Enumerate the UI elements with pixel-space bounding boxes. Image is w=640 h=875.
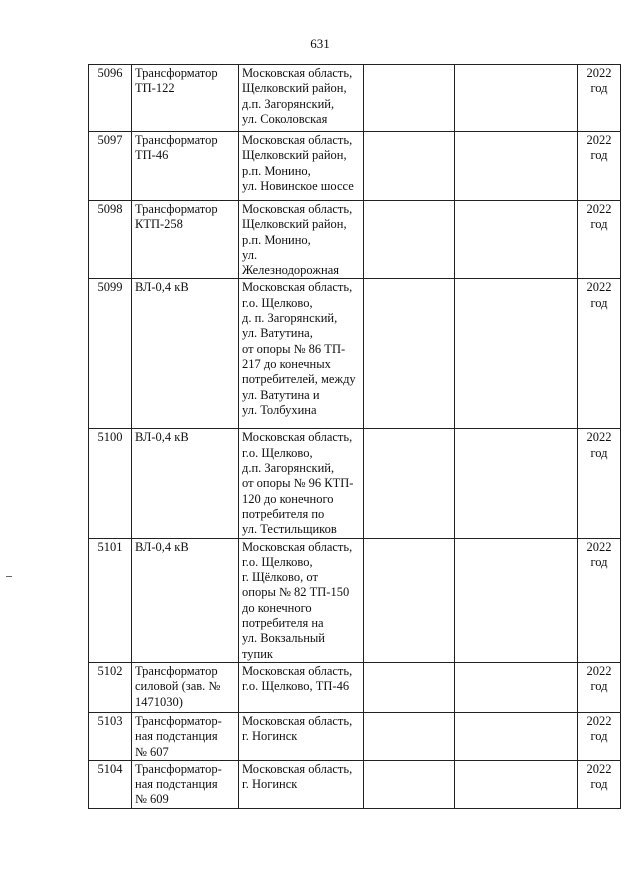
year-cell: 2022 год: [578, 662, 621, 712]
table-row: [89, 279, 621, 429]
year-cell: 2022 год: [578, 201, 621, 279]
object-address: Московская область, г. Ногинск: [239, 712, 364, 760]
object-name: ВЛ-0,4 кВ: [132, 538, 239, 662]
empty-cell: [364, 279, 455, 429]
object-address: Московская область, Щелковский район, р.п. Монино, ул. Железнодорожная: [239, 201, 364, 279]
empty-cell: [455, 132, 578, 201]
object-address: Московская область, Щелковский район, д.п. Загорянский, ул. Соколовская: [239, 65, 364, 132]
empty-cell: [455, 538, 578, 662]
empty-cell: [455, 65, 578, 132]
year-cell: 2022 год: [578, 538, 621, 662]
empty-cell: [455, 279, 578, 429]
empty-cell: [364, 429, 455, 538]
object-name: Трансформатор КТП-258: [132, 201, 239, 279]
object-name: Трансформатор- ная подстанция № 609: [132, 760, 239, 808]
empty-cell: [364, 65, 455, 132]
year-cell: 2022 год: [578, 132, 621, 201]
page-number: 631: [310, 36, 330, 51]
empty-cell: [364, 201, 455, 279]
row-number: 5097: [89, 132, 132, 201]
table-row: [89, 429, 621, 538]
object-address: Московская область, г.о. Щелково, д. п. Загорянский, ул. Ватутина, от опоры № 86 ТП- 217 до конечных потребителей, между ул. Ватутина и ул. Толбухина: [239, 279, 364, 429]
object-address: Московская область, г.о. Щелково, д.п. Загорянский, от опоры № 96 КТП- 120 до конечного потребителя по ул. Тестильщиков: [239, 429, 364, 538]
object-address: Московская область, г. Ногинск: [239, 760, 364, 808]
table-row: [89, 132, 621, 201]
object-name: ВЛ-0,4 кВ: [132, 279, 239, 429]
object-name: Трансформатор- ная подстанция № 607: [132, 712, 239, 760]
table-row: [89, 538, 621, 662]
empty-cell: [364, 132, 455, 201]
object-address: Московская область, г.о. Щелково, ТП-46: [239, 662, 364, 712]
object-address: Московская область, Щелковский район, р.п. Монино, ул. Новинское шоссе: [239, 132, 364, 201]
table-row: [89, 662, 621, 712]
year-cell: 2022 год: [578, 279, 621, 429]
empty-cell: [455, 429, 578, 538]
row-number: 5099: [89, 279, 132, 429]
empty-cell: [364, 760, 455, 808]
year-cell: 2022 год: [578, 712, 621, 760]
object-name: Трансформатор силовой (зав. № 1471030): [132, 662, 239, 712]
scan-speck: [6, 576, 12, 577]
empty-cell: [364, 662, 455, 712]
table-row: [89, 712, 621, 760]
year-cell: 2022 год: [578, 429, 621, 538]
row-number: 5100: [89, 429, 132, 538]
empty-cell: [455, 712, 578, 760]
object-name: Трансформатор ТП-122: [132, 65, 239, 132]
row-number: 5102: [89, 662, 132, 712]
row-number: 5098: [89, 201, 132, 279]
table-row: [89, 201, 621, 279]
row-number: 5101: [89, 538, 132, 662]
table-row: [89, 65, 621, 132]
empty-cell: [455, 760, 578, 808]
year-cell: 2022 год: [578, 760, 621, 808]
row-number: 5103: [89, 712, 132, 760]
row-number: 5104: [89, 760, 132, 808]
registry-table: [88, 64, 621, 809]
empty-cell: [364, 538, 455, 662]
empty-cell: [455, 662, 578, 712]
table-row: [89, 760, 621, 808]
object-name: ВЛ-0,4 кВ: [132, 429, 239, 538]
row-number: 5096: [89, 65, 132, 132]
empty-cell: [455, 201, 578, 279]
object-address: Московская область, г.о. Щелково, г. Щёлково, от опоры № 82 ТП-150 до конечного потребителя на ул. Вокзальный тупик: [239, 538, 364, 662]
object-name: Трансформатор ТП-46: [132, 132, 239, 201]
empty-cell: [364, 712, 455, 760]
year-cell: 2022 год: [578, 65, 621, 132]
